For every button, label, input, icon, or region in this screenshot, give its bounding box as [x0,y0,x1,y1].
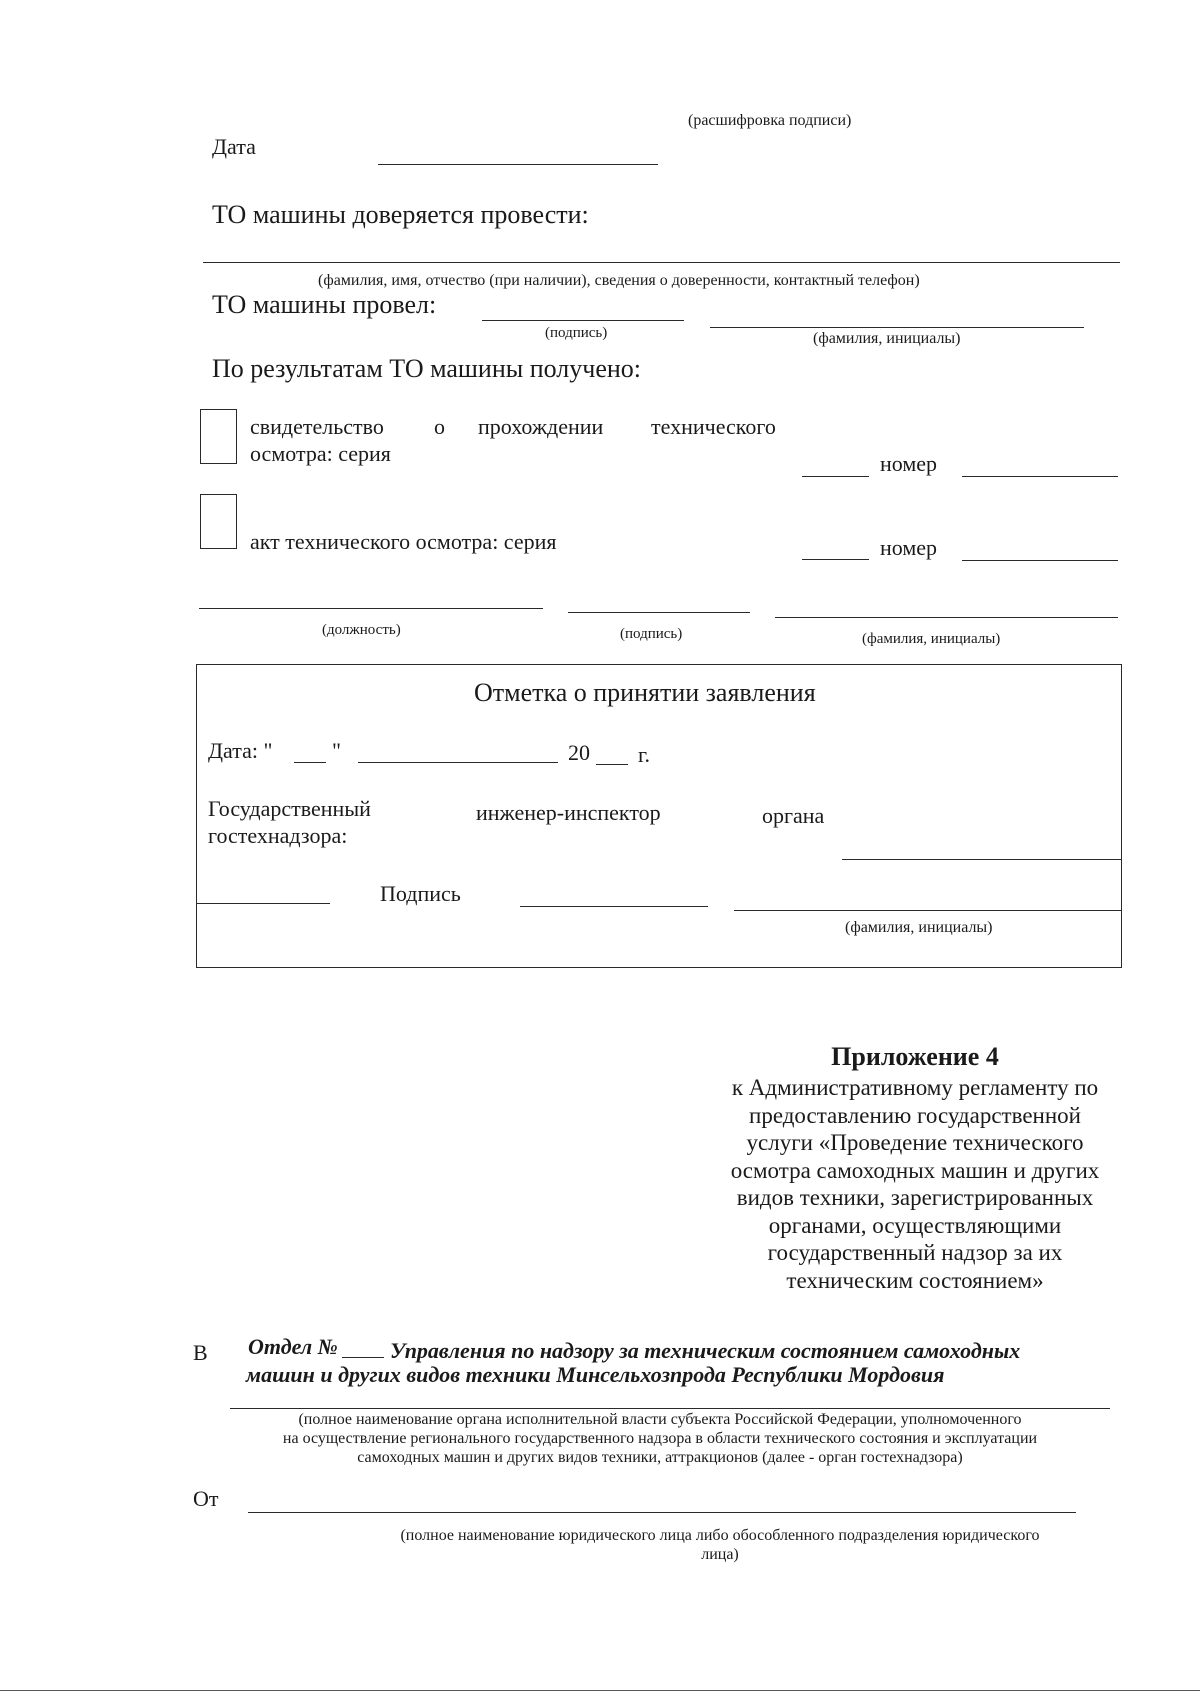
act-number-label: номер [880,535,938,560]
appendix-line: видов техники, зарегистрированных [736,1185,1094,1210]
certificate-word-3: прохождении [478,414,604,439]
addressee-caption-line: (полное наименование органа исполнительной власти субъекта Российской Федерации, уполномоченного [298,1411,1022,1428]
inspector-word-2: инженер-инспектор [476,800,661,825]
appendix-line: предоставлению государственной [749,1102,1081,1128]
certificate-series-label: осмотра: серия [250,441,391,466]
inspector-word-1: Государственный [208,796,371,821]
acceptance-line-left [196,903,330,904]
addressee-caption [200,1410,1120,1467]
appendix-line: техническим состоянием» [786,1267,1044,1293]
certificate-checkbox[interactable] [200,409,237,464]
from-caption-line: (полное наименование юридического лица либо обособленного подразделения юридического [400,1527,1040,1544]
entrust-field[interactable] [203,262,1120,263]
appendix-line: услуги «Проведение технического [746,1130,1084,1155]
to-label: В [193,1340,208,1365]
results-label: По результатам ТО машины получено: [212,354,642,383]
appendix-title: Приложение 4 [831,1042,999,1071]
from-caption-line: лица) [701,1546,739,1563]
addressee-caption-line: на осуществление регионального государственного надзора в области технического состояния и эксплуатации [282,1430,1038,1447]
addressee-caption-line: самоходных машин и других видов техники, аттракционов (далее - орган гостехнадзора) [357,1449,963,1466]
name-field[interactable] [775,617,1118,618]
acceptance-signature-field[interactable] [520,906,708,907]
addressee-line [230,1408,1110,1409]
department-number-field[interactable] [342,1357,384,1358]
performed-name-field[interactable] [710,327,1084,328]
acceptance-year-suffix: г. [638,742,651,767]
from-label: От [193,1486,219,1511]
department-name-line-2: машин и других видов техники Минсельхозпрода Республики Мордовия [246,1362,945,1387]
inspector-body-field[interactable] [842,859,1122,860]
certificate-number-label: номер [880,451,938,476]
inspector-line-2: гостехнадзора: [208,823,348,848]
date-label: Дата [212,134,256,159]
page-bottom-line [0,1690,1200,1691]
act-checkbox[interactable] [200,494,237,549]
appendix-line: к Административному регламенту по [731,1075,1099,1100]
acceptance-month-field[interactable] [358,762,558,763]
acceptance-year-field[interactable] [596,764,628,765]
certificate-word-1: свидетельство [250,414,384,439]
act-number-field[interactable] [962,560,1118,561]
acceptance-name-field[interactable] [734,910,1122,911]
signature-decode-caption: (расшифровка подписи) [688,112,852,129]
entrust-label: ТО машины доверяется провести: [212,200,589,229]
certificate-number-field[interactable] [962,476,1118,477]
position-caption: (должность) [322,622,401,638]
inspector-word-3: органа [762,803,825,828]
act-series-label: акт технического осмотра: серия [250,529,557,554]
acceptance-day-field[interactable] [294,762,326,763]
certificate-word-2: о [434,414,445,439]
performed-sign-caption: (подпись) [545,325,608,341]
sign-field[interactable] [568,612,750,613]
sign-caption: (подпись) [620,626,683,642]
certificate-series-field[interactable] [802,476,869,477]
from-caption [320,1526,1120,1564]
appendix-subtitle [680,1074,1150,1294]
appendix-line: осмотра самоходных машин и других [730,1157,1100,1183]
acceptance-title: Отметка о принятии заявления [474,678,816,707]
entrust-caption: (фамилия, имя, отчество (при наличии), сведения о доверенности, контактный телефон) [318,272,920,289]
acceptance-date-quote: " [332,738,341,763]
act-series-field[interactable] [802,559,869,560]
acceptance-year-prefix: 20 [568,740,590,765]
date-field[interactable] [378,164,658,165]
name-caption: (фамилия, инициалы) [862,631,1001,647]
performed-label: ТО машины провел: [212,290,437,319]
acceptance-name-caption: (фамилия, инициалы) [845,919,993,936]
acceptance-date-prefix: Дата: " [208,738,273,763]
from-field[interactable] [248,1512,1076,1513]
department-name: Управления по надзору за техническим состоянием самоходных [390,1338,1021,1363]
signature-label: Подпись [380,881,461,906]
department-prefix: Отдел № [248,1334,338,1359]
appendix-line: органами, осуществляющими [768,1212,1062,1238]
performed-sign-field[interactable] [482,320,684,321]
position-field[interactable] [199,608,543,609]
performed-name-caption: (фамилия, инициалы) [813,330,961,347]
appendix-line: государственный надзор за их [767,1240,1063,1265]
certificate-word-4: технического [651,414,776,439]
